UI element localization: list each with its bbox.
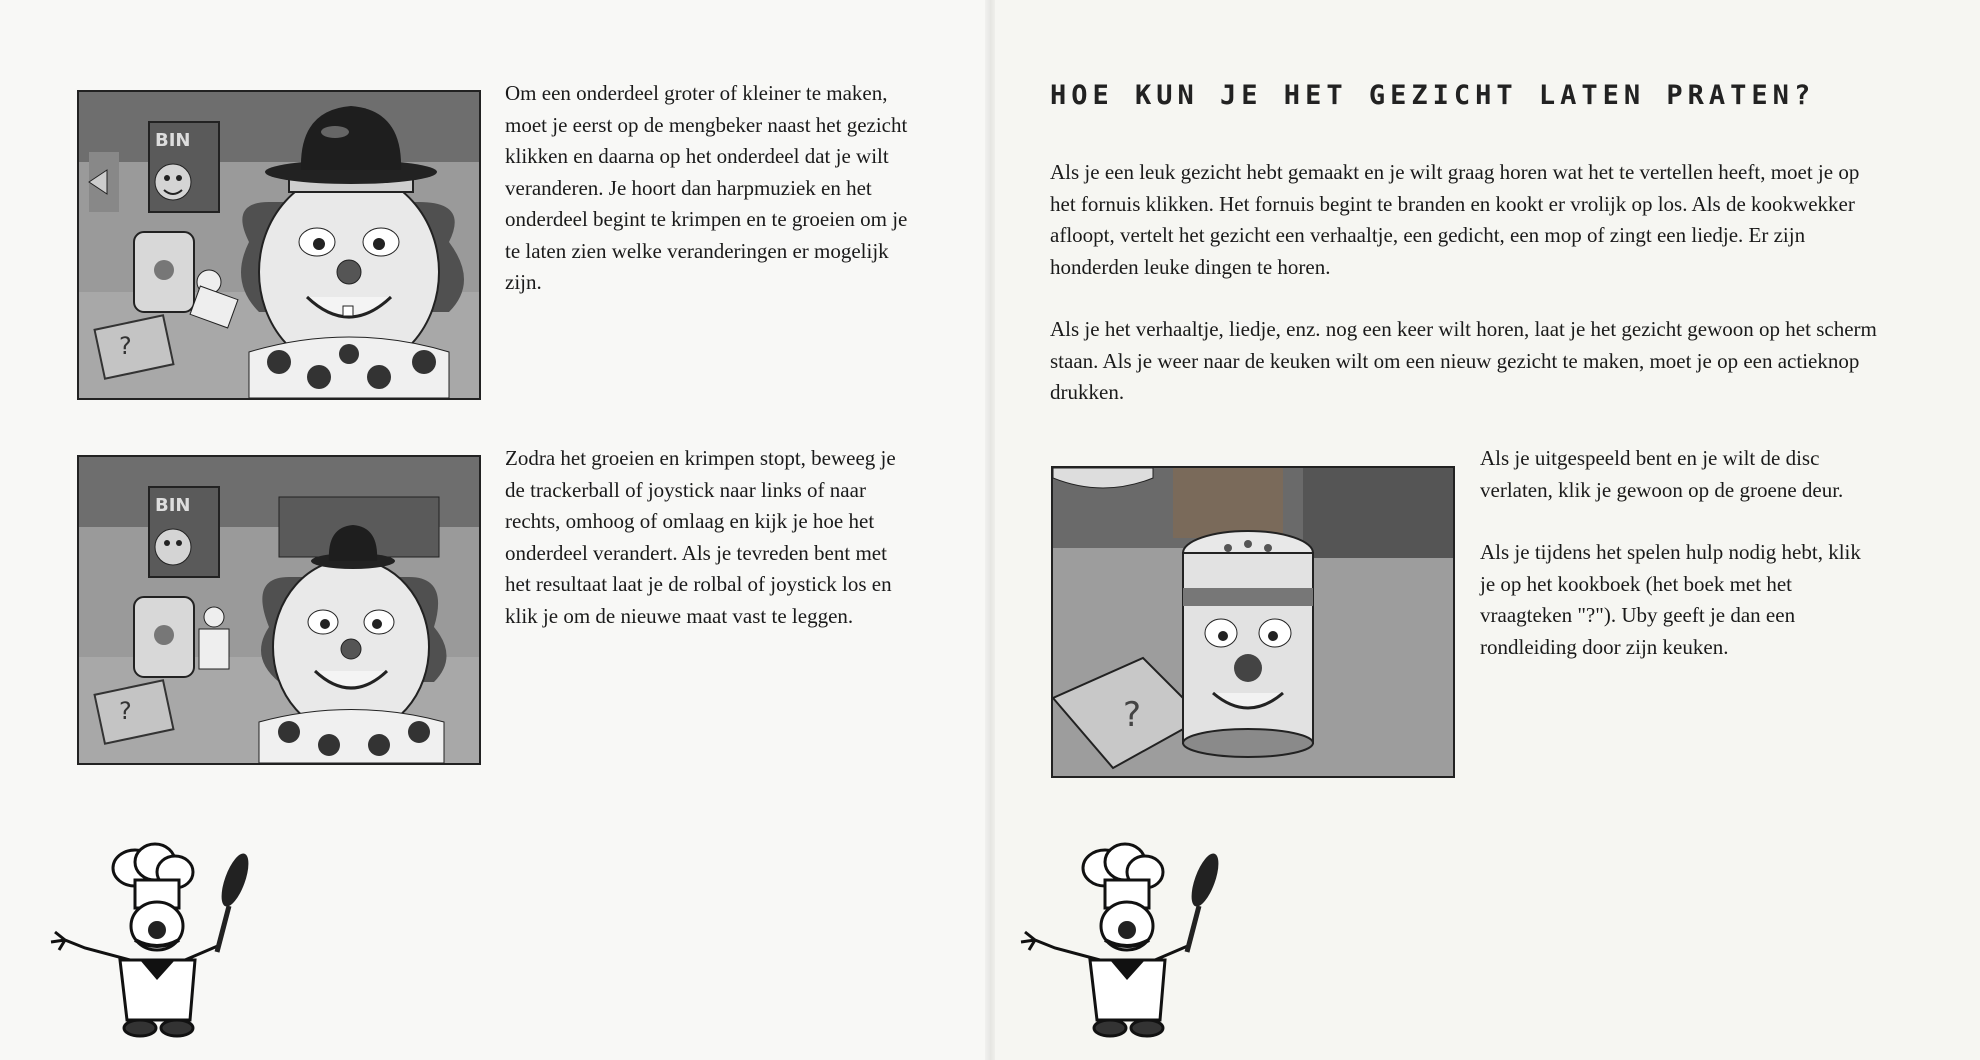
left-paragraph-2: Zodra het groeien en krimpen stopt, beweeg je de trackerball of joystick naar links of naar rechts, omhoog of omlaag en kijk je hoe het onderdeel verandert. Als je tevreden bent met het resultaat laat je de rolbal of joystick los en klik je om de nieuwe maat vast te leggen.: [505, 446, 896, 628]
svg-text:?: ?: [1123, 695, 1142, 735]
salt-shaker-illustration: [1053, 468, 1453, 776]
right-intro-text: [1050, 157, 1880, 409]
screenshot-clown-small: [77, 455, 481, 765]
clown-kitchen-illustration-2: [79, 457, 479, 763]
right-paragraph-2: Als je het verhaaltje, liedje, enz. nog een keer wilt horen, laat je het gezicht gewoon op het scherm staan. Als je weer naar de keuken wilt om een nieuw gezicht te maken, moet je op een actieknop drukken.: [1050, 317, 1877, 404]
page-title: HOE KUN JE HET GEZICHT LATEN PRATEN?: [1050, 80, 1816, 111]
bin-label-2: BIN: [155, 495, 191, 516]
bin-label: BIN: [155, 130, 191, 151]
screenshot-salt-shaker: [1051, 466, 1455, 778]
chef-mascot-left: [25, 840, 250, 1040]
svg-text:?: ?: [119, 332, 132, 360]
screenshot-clown-large: [77, 90, 481, 400]
right-side-text: [1480, 443, 1880, 663]
right-paragraph-4: Als je tijdens het spelen hulp nodig hebt, klik je op het kookboek (het boek met het vraagteken "?"). Uby geeft je dan een rondleiding door zijn keuken.: [1480, 540, 1861, 659]
chef-mascot-right: [995, 840, 1220, 1040]
right-paragraph-1: Als je een leuk gezicht hebt gemaakt en je wilt graag horen wat het te vertellen heeft, moet je op het fornuis klikken. Het fornuis begint te branden en kookt er vrolijk op los. Als de kookwekker afloopt, vertelt het gezicht een verhaaltje, een gedicht, een mop of zingt een liedje. Er zijn honderden leuke dingen te horen.: [1050, 160, 1860, 279]
book-gutter: [985, 0, 995, 1060]
right-paragraph-3: Als je uitgespeeld bent en je wilt de disc verlaten, klik je gewoon op de groene deur.: [1480, 446, 1844, 502]
clown-kitchen-illustration: [79, 92, 479, 398]
svg-text:?: ?: [119, 697, 132, 725]
left-paragraph-1: Om een onderdeel groter of kleiner te maken, moet je eerst op de mengbeker naast het gezicht klikken en daarna op het onderdeel dat je wilt veranderen. Je hoort dan harpmuziek en het onderdeel begint te krimpen en te groeien om je te laten zien welke veranderingen er mogelijk zijn.: [505, 81, 908, 294]
